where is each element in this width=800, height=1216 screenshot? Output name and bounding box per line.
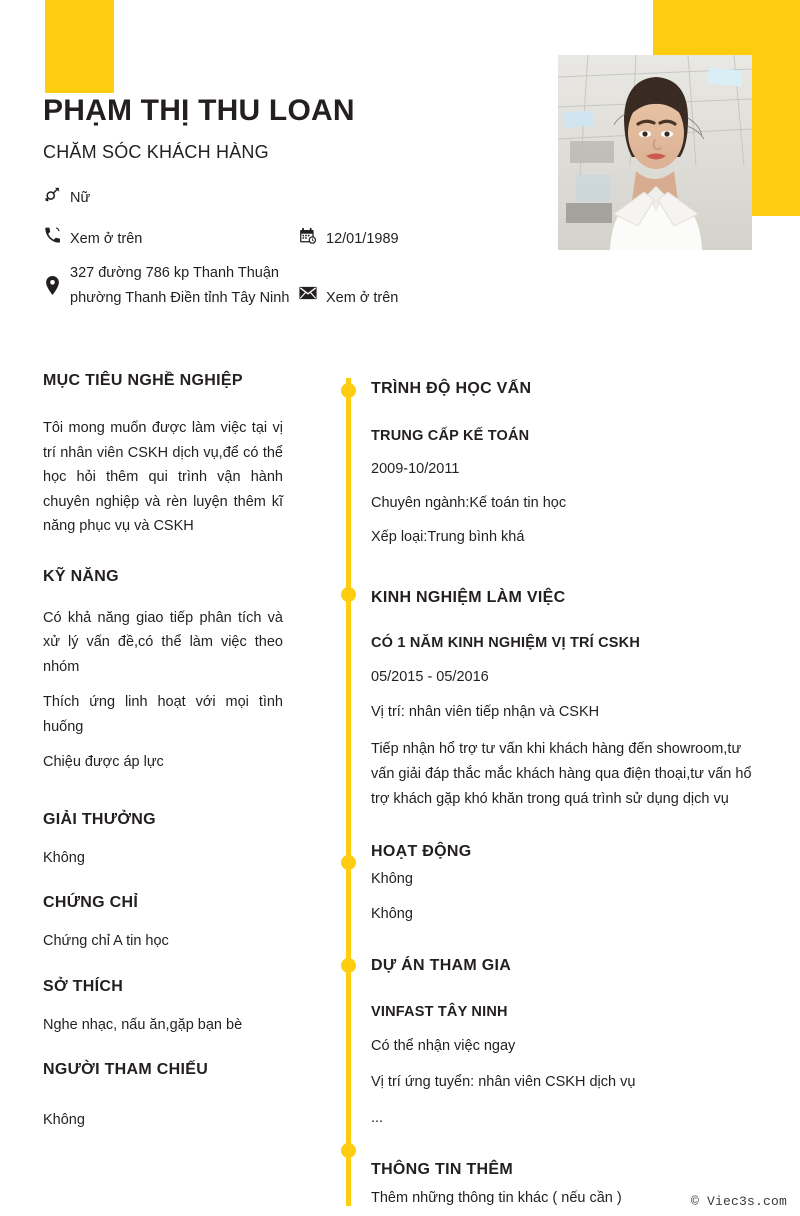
section-references	[43, 1059, 283, 1133]
timeline-line	[346, 378, 351, 1206]
phone-value: Xem ở trên	[70, 231, 143, 247]
activity-item: Không	[371, 906, 413, 922]
section-heading-projects: DỰ ÁN THAM GIA	[371, 957, 512, 974]
timeline-marker-projects	[341, 958, 356, 973]
skill-item: Chiệu được áp lực	[43, 754, 164, 770]
activity-item: Không	[371, 871, 413, 887]
timeline-marker-experience	[341, 587, 356, 602]
skill-item: Có khả năng giao tiếp phân tích và xử lý vấn đề,có thể làm việc theo nhóm	[43, 609, 283, 675]
certificate-item: Chứng chỉ A tin học	[43, 933, 169, 949]
section-heading-experience: KINH NGHIỆM LÀM VIỆC	[371, 589, 566, 606]
page-title: PHẠM THỊ THU LOAN	[43, 94, 355, 127]
envelope-icon	[296, 286, 320, 300]
section-heading-references: NGƯỜI THAM CHIẾU	[43, 1061, 209, 1078]
education-grade: Xếp loại:Trung bình khá	[371, 529, 525, 545]
section-activities	[371, 841, 761, 927]
section-heading-certificates: CHỨNG CHỈ	[43, 894, 139, 911]
section-objective	[43, 370, 283, 539]
calendar-icon	[296, 227, 320, 245]
section-awards	[43, 809, 283, 871]
phone-icon	[40, 227, 64, 244]
section-heading-education: TRÌNH ĐỘ HỌC VẤN	[371, 380, 532, 397]
hobby-item: Nghe nhạc, nấu ăn,gặp bạn bè	[43, 1016, 243, 1033]
address-value: 327 đường 786 kp Thanh Thuận phường Thanh Điền tỉnh Tây Ninh	[70, 265, 290, 306]
section-heading-additional: THÔNG TIN THÊM	[371, 1161, 513, 1178]
section-heading-objective: MỤC TIÊU NGHỀ NGHIỆP	[43, 372, 243, 389]
project-line: Vị trí ứng tuyển: nhân viên CSKH dịch vụ	[371, 1074, 636, 1090]
location-pin-icon	[40, 276, 64, 295]
contact-row-dob	[296, 227, 399, 252]
job-title: CHĂM SÓC KHÁCH HÀNG	[43, 142, 269, 162]
dob-value: 12/01/1989	[326, 231, 399, 247]
contact-row-address	[40, 261, 290, 310]
education-school: TRUNG CẤP KẾ TOÁN	[371, 428, 530, 444]
timeline-marker-additional	[341, 1143, 356, 1158]
left-column	[43, 370, 283, 1133]
email-value: Xem ở trên	[326, 290, 399, 306]
gender-value: Nữ	[70, 190, 91, 206]
gender-icon	[40, 186, 64, 203]
experience-description: Tiếp nhận hổ trợ tư vấn khi khách hàng đến showroom,tư vấn giải đáp thắc mắc khách hàng qua điện thoại,tư vấn hổ trợ khách gặp khó khăn trong quá trình sử dụng dịch vụ	[371, 741, 752, 807]
section-heading-activities: HOẠT ĐỘNG	[371, 843, 472, 860]
award-item: Không	[43, 849, 85, 866]
additional-text: Thêm những thông tin khác ( nếu cần )	[371, 1190, 622, 1206]
contact-row-phone	[40, 227, 142, 252]
contact-row-email	[296, 286, 398, 311]
section-heading-awards: GIẢI THƯỞNG	[43, 810, 156, 828]
timeline-marker-activities	[341, 855, 356, 870]
skill-item: Thích ứng linh hoạt với mọi tình huống	[43, 694, 283, 735]
experience-dates: 05/2015 - 05/2016	[371, 669, 489, 685]
footer-copyright: © Viec3s.com	[690, 1194, 787, 1209]
project-name: VINFAST TÂY NINH	[371, 1004, 508, 1020]
experience-role-title: CÓ 1 NĂM KINH NGHIỆM VỊ TRÍ CSKH	[371, 635, 641, 651]
portrait-photo-icon	[558, 55, 752, 250]
section-experience	[371, 587, 761, 812]
section-certificates	[43, 892, 283, 954]
section-projects	[371, 955, 761, 1131]
section-skills	[43, 566, 283, 775]
section-heading-hobbies: SỞ THÍCH	[43, 977, 124, 995]
education-dates: 2009-10/2011	[371, 461, 460, 477]
project-line: Có thể nhận việc ngay	[371, 1038, 516, 1054]
reference-item: Không	[43, 1112, 85, 1128]
objective-text: Tôi mong muốn được làm việc tại vị trí nhân viên CSKH dịch vụ,để có thể học hỏi thêm qui trình vận hành chuyên nghiệp và rèn luyện thêm kĩ năng phục vụ và CSKH	[43, 420, 283, 534]
section-education	[371, 378, 761, 550]
header-accent-block-left	[45, 0, 114, 93]
education-major: Chuyên ngành:Kế toán tin học	[371, 495, 567, 511]
right-column	[371, 378, 761, 1211]
experience-position: Vị trí: nhân viên tiếp nhận và CSKH	[371, 704, 600, 720]
section-hobbies	[43, 976, 283, 1038]
timeline-marker-education	[341, 383, 356, 398]
section-heading-skills: KỸ NĂNG	[43, 567, 119, 585]
contact-row-gender	[40, 186, 90, 211]
avatar	[558, 55, 752, 250]
project-line: ...	[371, 1110, 384, 1126]
